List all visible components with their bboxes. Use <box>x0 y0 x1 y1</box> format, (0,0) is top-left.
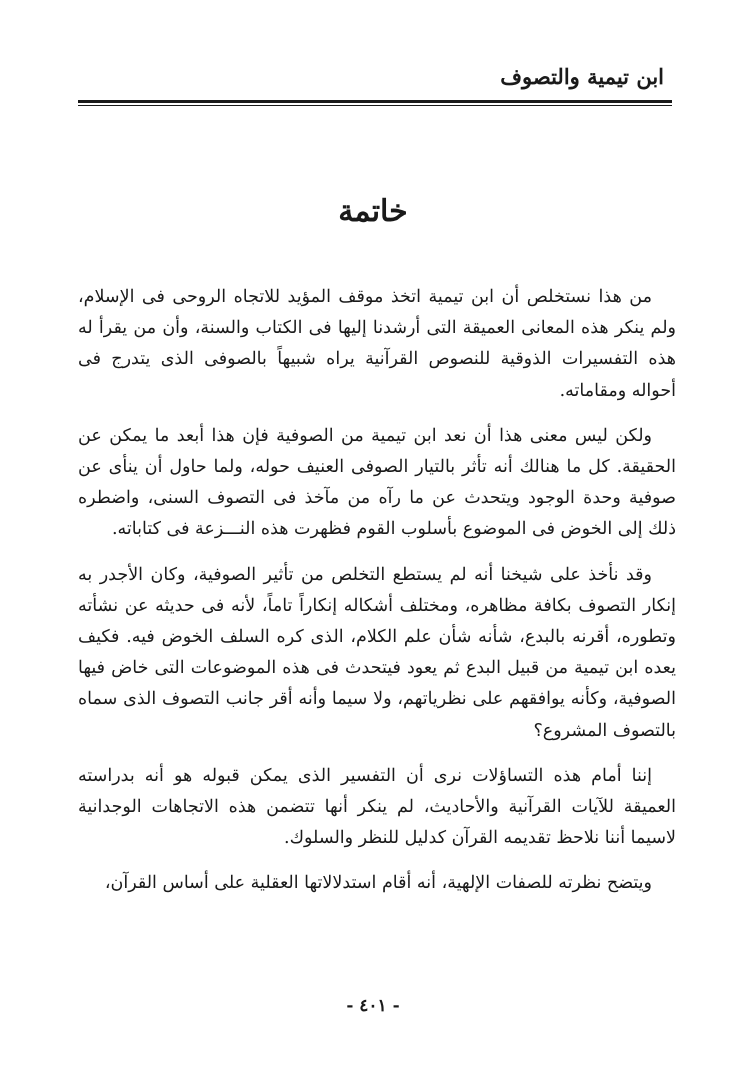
paragraph-4: إننا أمام هذه التساؤلات نرى أن التفسير الذى يمكن قبوله هو أنه بدراسته العميقة للآيات القرآنية والأحاديث، لم ينكر أنها تتضمن هذه الاتجاهات الوجدانية لاسيما أننا نلاحظ تقديمه القرآن كدليل للنظر والسلوك. <box>78 765 676 849</box>
paragraph-3: وقد نأخذ على شيخنا أنه لم يستطع التخلص من تأثير الصوفية، وكان الأجدر به إنكار التصوف بكافة مظاهره، ومختلف أشكاله إنكاراً تاماً، لأنه فى حديثه عن نشأته وتطوره، أقرنه بالبدع، شأنه شأن علم الكلام، الذى كره السلف الخوض فيه. فكيف يعده ابن تيمية من قبيل البدع ثم يعود فيتحدث فى هذه الموضوعات التى خاض فيها الصوفية، وكأنه يوافقهم على نظرياتهم، ولا سيما وأنه أقر جانب التصوف الذى سماه بالتصوف المشروع؟ <box>78 564 676 741</box>
chapter-title: خاتمة <box>338 194 408 229</box>
paragraph-2: ولكن ليس معنى هذا أن نعد ابن تيمية من الصوفية فإن هذا أبعد ما يمكن عن الحقيقة. كل ما هنالك أنه تأثر بالتيار الصوفى العنيف حوله، ولما حاول أن ينأى عن صوفية وحدة الوجود ويتحدث عن ما رآه من مآخذ فى التصوف السنى، واضطره ذلك إلى الخوض فى الموضوع بأسلوب القوم فظهرت هذه النـــزعة فى كتاباته. <box>78 425 676 540</box>
paragraph-1: من هذا نستخلص أن ابن تيمية اتخذ موقف المؤيد للاتجاه الروحى فى الإسلام، ولم ينكر هذه المعانى العميقة التى أرشدنا إليها فى الكتاب والسنة، وأن من يقرأ له هذه التفسيرات الذوقية للنصوص القرآنية يراه شبيهاً بالصوفى الذى يتدرج فى أحواله ومقاماته. <box>78 287 676 401</box>
header-rule <box>78 100 672 103</box>
page-number: - ٤٠١ - <box>346 996 400 1016</box>
running-header-title: ابن تيمية والتصوف <box>500 64 664 89</box>
body-text <box>78 282 676 914</box>
header-rule-thin <box>78 105 672 106</box>
paragraph-5: ويتضح نظرته للصفات الإلهية، أنه أقام استدلالاتها العقلية على أساس القرآن، <box>104 873 652 894</box>
